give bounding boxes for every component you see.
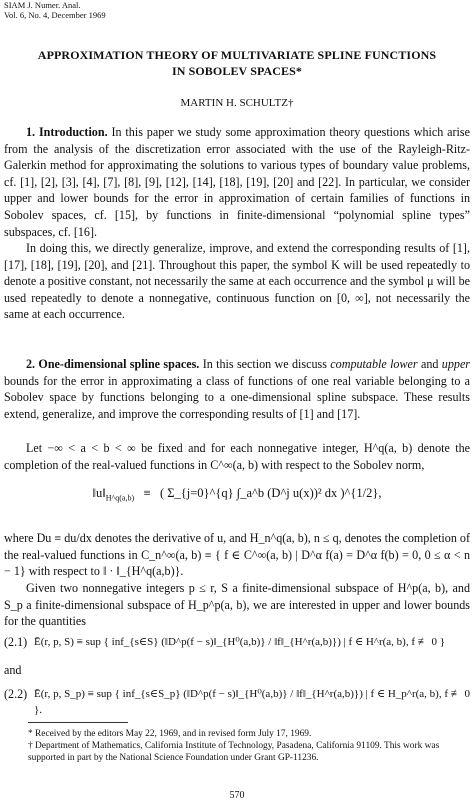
- title-line-1: APPROXIMATION THEORY OF MULTIVARIATE SPLINE FUNCTIONS: [37, 48, 437, 62]
- norm-equiv: ≡: [143, 486, 151, 500]
- paper-title: [0, 47, 474, 79]
- section-2-paragraph-4: [4, 580, 470, 630]
- journal-volume: Vol. 6, No. 4, December 1969: [4, 10, 106, 20]
- quantities-intro-text: Given two nonnegative integers p ≤ r, S a finite-dimensional subspace of H^p(a, b), and S_p a finite-dimensional subspace of H_p^p(a, b), we are interested in upper and lower bounds for the quantities: [4, 581, 470, 629]
- section-2-text-b: and: [417, 357, 442, 371]
- equation-2-2-label: (2.2): [4, 687, 28, 701]
- section-2-paragraph-3: [4, 530, 470, 580]
- equation-2-2: [4, 686, 471, 716]
- section-2-paragraph-1: [4, 356, 470, 422]
- intro-paragraph-2: [4, 240, 470, 323]
- derivative-definition-text: where Du ≡ du/dx denotes the derivative of u, and H_n^q(a, b), n ≤ q, denotes the completion of the real-valued functions in C_n^∞(a, b) ≡ { f ∈ C^∞(a, b) | D^α f(a) = D^α f(b) = 0, 0 ≤ α < n − 1} with respect to ‖ · ‖_{H^q(a,b)}.: [4, 531, 470, 579]
- section-2-text-a: In this section we discuss: [202, 357, 331, 371]
- section-2-emphasis-upper: upper: [441, 357, 471, 371]
- journal-name: SIAM J. Numer. Anal.: [4, 0, 81, 10]
- equation-2-2-body: Ē(r, p, S_p) ≡ sup { inf_{s∈S_p} (‖D^p(f − s)‖_{H⁰(a,b)} / ‖f‖_{H^r(a,b)}) | f ∈ H_p^r(a, b), f ≢ 0 }.: [34, 688, 471, 716]
- equation-2-1: [4, 634, 470, 650]
- norm-lhs: ‖u‖: [92, 486, 106, 500]
- intro-text-1: In this paper we study some approximation theory questions which arise from the analysis of the discretization error associated with the use of the Rayleigh-Ritz-Galerkin method for approximating the solutions to various types of boundary value problems, cf. [1], [2], [3], [4], [7], [8], [9], [12], [14], [18], [19], [20] and [22]. In particular, we consider upper and lower bounds for the error in approximation of certain families of functions in Sobolev spaces, cf. [15], by functions in finite-dimensional “polynomial spline types” subspaces, cf. [16].: [4, 125, 470, 239]
- footnote-received: * Received by the editors May 22, 1969, and in revised form July 17, 1969.: [28, 729, 312, 739]
- sobolev-norm-equation: [0, 486, 474, 503]
- norm-subscript: H^q(a,b): [105, 493, 135, 503]
- footnote-rule: [28, 722, 128, 723]
- section-2-heading: 2. One-dimensional spline spaces.: [26, 357, 200, 371]
- footnote-affiliation: † Department of Mathematics, California Institute of Technology, Pasadena, California 91109. This work was supported in part by the National Science Foundation under Grant GP-11236.: [28, 741, 440, 764]
- equation-2-1-body: Ē(r, p, S) ≡ sup { inf_{s∈S} (‖D^p(f − s)‖_{H⁰(a,b)} / ‖f‖_{H^r(a,b)}) | f ∈ H^r(a, b), f ≢ 0 }: [34, 636, 446, 648]
- norm-rhs: ( Σ_{j=0}^{q} ∫_a^b (D^j u(x))² dx )^{1/2},: [159, 486, 382, 500]
- journal-header: [4, 0, 106, 20]
- section-2-text-c: bounds for the error in approximating a class of functions of one real variable belonging to a Sobolev space by functions belonging to a one-dimensional spline subspace. These results extend, generalize, and improve the corresponding results of [1] and [17].: [4, 373, 470, 421]
- section-2-emphasis-lower: computable lower: [330, 357, 418, 371]
- intro-paragraph-1: [4, 124, 470, 240]
- equation-2-1-label: (2.1): [4, 635, 28, 649]
- page-number: 570: [229, 790, 245, 801]
- intro-text-2: In doing this, we directly generalize, improve, and extend the corresponding results of [1], [17], [18], [19], [20], and [21]. Throughout this paper, the symbol K will be used repeatedly to denote a positive constant, not necessarily the same at each occurrence and the symbol μ will be used repeatedly to denote a nonnegative, continuous function on [0, ∞], not necessarily the same at each occurrence.: [4, 241, 470, 322]
- and-connector: and: [4, 663, 22, 677]
- paper-author: MARTIN H. SCHULTZ†: [180, 97, 294, 109]
- footnotes: [28, 728, 474, 765]
- section-2-paragraph-2: [4, 440, 470, 473]
- section-1-heading: 1. Introduction.: [26, 125, 108, 139]
- title-line-2: IN SOBOLEV SPACES*: [171, 64, 303, 78]
- sobolev-definition-text: Let −∞ < a < b < ∞ be fixed and for each nonnegative integer, H^q(a, b) denote the completion of the real-valued functions in C^∞(a, b) with respect to the Sobolev norm,: [4, 441, 470, 472]
